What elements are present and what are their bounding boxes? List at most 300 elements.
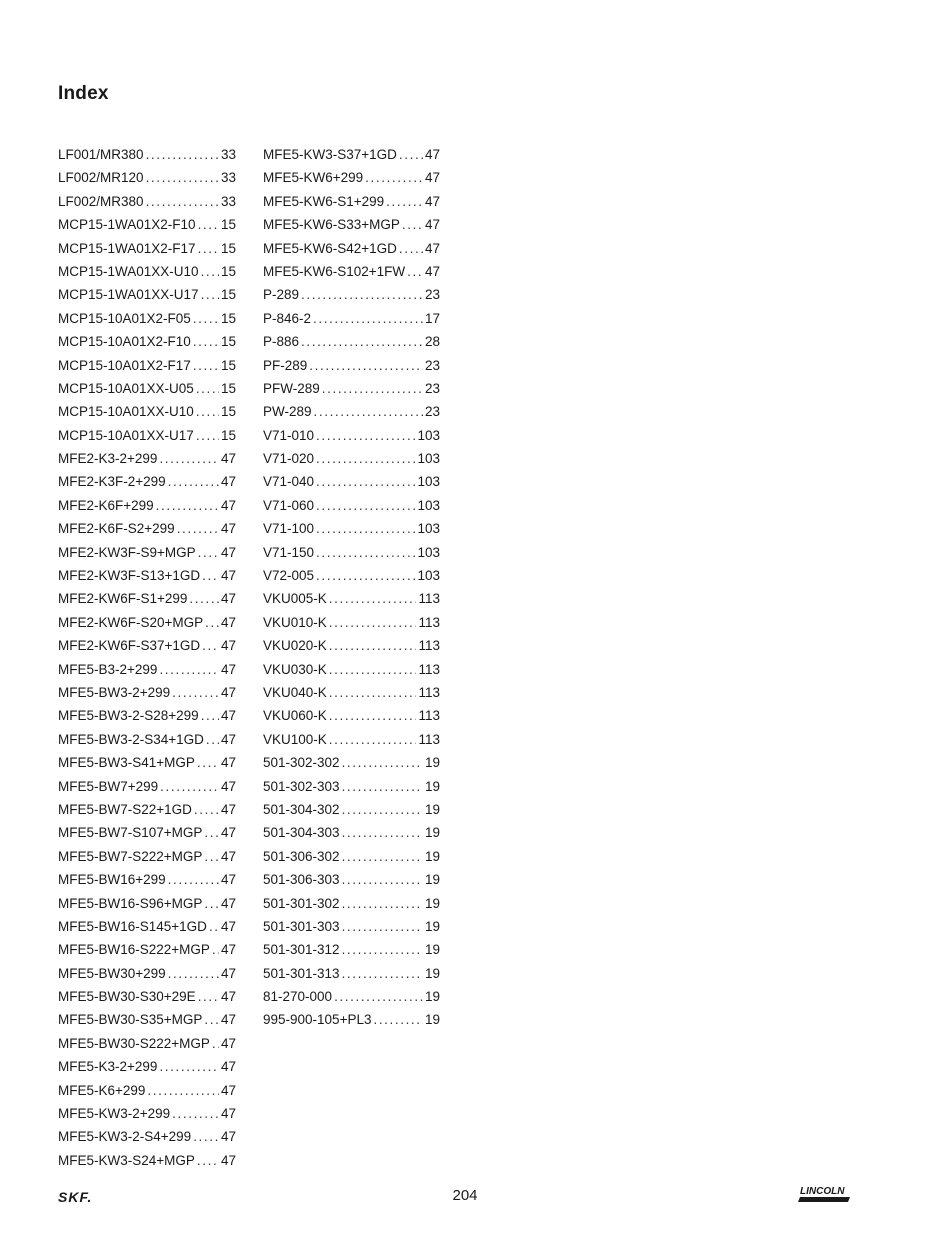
index-entry — [263, 283, 440, 306]
entry-code: MFE5-KW6-S1+299 — [263, 193, 385, 209]
index-entry — [58, 704, 236, 727]
entry-code: P-846-2 — [263, 310, 312, 326]
entry-code: MFE5-BW16-S96+MGP — [58, 895, 203, 911]
entry-code: MFE5-KW6-S33+MGP — [263, 217, 400, 233]
leader-dots — [193, 1125, 219, 1148]
entry-page: 19 — [424, 801, 440, 817]
entry-code: MFE5-BW16-S145+1GD — [58, 918, 207, 934]
index-entry — [263, 424, 440, 447]
index-entry — [58, 424, 236, 447]
page-number: 204 — [452, 1187, 478, 1204]
leader-dots — [407, 260, 423, 283]
leader-dots — [196, 424, 219, 447]
entry-page: 113 — [418, 614, 440, 630]
entry-page: 47 — [424, 240, 440, 256]
index-entry — [263, 587, 440, 610]
leader-dots — [301, 330, 423, 353]
leader-dots — [198, 237, 219, 260]
leader-dots — [313, 307, 423, 330]
index-entry — [58, 354, 236, 377]
entry-code: MFE5-BW7-S222+MGP — [58, 848, 203, 864]
entry-code: VKU020-K — [263, 638, 327, 654]
entry-page: 33 — [220, 147, 236, 162]
entry-page: 113 — [418, 684, 440, 700]
index-entry — [58, 1149, 236, 1172]
leader-dots — [322, 377, 423, 400]
entry-code: MFE5-BW16+299 — [58, 872, 166, 888]
leader-dots — [168, 962, 219, 985]
leader-dots — [309, 354, 423, 377]
entry-page: 103 — [417, 451, 440, 467]
index-entry — [58, 213, 236, 236]
leader-dots — [201, 260, 219, 283]
leader-dots — [159, 658, 219, 681]
leader-dots — [172, 681, 219, 704]
index-entry — [263, 330, 440, 353]
leader-dots — [373, 1008, 423, 1031]
leader-dots — [314, 400, 423, 423]
index-entry — [263, 307, 440, 330]
index-entry — [58, 915, 236, 938]
entry-page: 15 — [220, 310, 236, 326]
index-entry — [58, 190, 236, 213]
entry-page: 23 — [424, 380, 440, 396]
entry-page: 47 — [220, 568, 236, 584]
entry-page: 47 — [220, 1059, 236, 1075]
index-entry — [263, 704, 440, 727]
leader-dots — [196, 377, 219, 400]
entry-page: 47 — [220, 521, 236, 537]
index-entry — [58, 1125, 236, 1148]
entry-code: LF002/MR380 — [58, 193, 144, 209]
entry-code: MCP15-1WA01XX-U10 — [58, 263, 199, 279]
entry-page: 47 — [220, 474, 236, 490]
index-entry — [58, 658, 236, 681]
index-entry — [263, 541, 440, 564]
leader-dots — [198, 541, 219, 564]
leader-dots — [334, 985, 423, 1008]
entry-page: 15 — [220, 240, 236, 256]
leader-dots — [329, 704, 417, 727]
entry-page: 47 — [424, 263, 440, 279]
entry-page: 17 — [424, 310, 440, 326]
leader-dots — [342, 821, 423, 844]
leader-dots — [342, 892, 423, 915]
index-entry — [58, 798, 236, 821]
index-entry — [58, 143, 236, 166]
entry-page: 15 — [220, 217, 236, 233]
leader-dots — [399, 237, 423, 260]
entry-page: 33 — [220, 170, 236, 186]
entry-code: MFE5-B3-2+299 — [58, 661, 158, 677]
index-entry — [58, 283, 236, 306]
leader-dots — [172, 1102, 219, 1125]
entry-code: LF001/MR380 — [58, 147, 144, 162]
index-entry — [58, 494, 236, 517]
lincoln-logo-text: LINCOLN — [800, 1186, 845, 1197]
entry-code: MFE5-KW6-S42+1GD — [263, 240, 397, 256]
entry-code: 501-304-303 — [263, 825, 340, 841]
entry-page: 47 — [220, 684, 236, 700]
leader-dots — [316, 564, 415, 587]
index-entry — [263, 775, 440, 798]
entry-code: VKU100-K — [263, 731, 327, 747]
entry-page: 15 — [220, 287, 236, 303]
leader-dots — [212, 938, 219, 961]
entry-code: V71-100 — [263, 521, 315, 537]
entry-code: MFE5-KW3-S37+1GD — [263, 147, 397, 162]
entry-code: MFE5-BW7-S107+MGP — [58, 825, 203, 841]
entry-code: P-886 — [263, 334, 300, 350]
leader-dots — [159, 1055, 219, 1078]
entry-code: MFE5-BW7+299 — [58, 778, 159, 794]
index-entry — [58, 845, 236, 868]
entry-page: 113 — [418, 731, 440, 747]
entry-page: 113 — [418, 638, 440, 654]
entry-page: 47 — [220, 591, 236, 607]
entry-code: 501-301-303 — [263, 918, 340, 934]
index-entry — [263, 166, 440, 189]
entry-page: 15 — [220, 263, 236, 279]
leader-dots — [194, 798, 219, 821]
entry-page: 47 — [220, 872, 236, 888]
entry-code: MFE5-BW30+299 — [58, 965, 166, 981]
index-entry — [58, 611, 236, 634]
index-entry — [263, 845, 440, 868]
entry-code: V71-010 — [263, 427, 315, 443]
lincoln-logo — [798, 1184, 852, 1204]
entry-code: MFE5-BW3-S41+MGP — [58, 755, 195, 771]
entry-page: 47 — [424, 217, 440, 233]
entry-page: 23 — [424, 357, 440, 373]
entry-page: 19 — [424, 825, 440, 841]
entry-page: 103 — [417, 497, 440, 513]
entry-code: MFE5-K3-2+299 — [58, 1059, 158, 1075]
entry-code: V72-005 — [263, 568, 315, 584]
leader-dots — [202, 564, 219, 587]
entry-code: 501-304-302 — [263, 801, 340, 817]
entry-code: MFE2-K6F+299 — [58, 497, 154, 513]
entry-page: 19 — [424, 965, 440, 981]
index-entry — [263, 962, 440, 985]
entry-page: 19 — [424, 778, 440, 794]
entry-page: 47 — [220, 661, 236, 677]
entry-code: 501-301-302 — [263, 895, 340, 911]
entry-code: LF002/MR120 — [58, 170, 144, 186]
leader-dots — [329, 658, 417, 681]
entry-code: 501-301-313 — [263, 965, 340, 981]
index-entry — [58, 260, 236, 283]
index-entry — [263, 985, 440, 1008]
index-entry — [58, 237, 236, 260]
entry-code: MFE5-BW3-2-S34+1GD — [58, 731, 204, 747]
index-entry — [263, 634, 440, 657]
leader-dots — [146, 143, 219, 166]
entry-page: 47 — [220, 895, 236, 911]
index-entry — [58, 892, 236, 915]
entry-page: 47 — [220, 1012, 236, 1028]
entry-code: MFE2-K3-2+299 — [58, 451, 158, 467]
entry-page: 47 — [220, 1129, 236, 1145]
leader-dots — [386, 190, 423, 213]
index-entry — [58, 447, 236, 470]
entry-page: 23 — [424, 404, 440, 420]
entry-code: PF-289 — [263, 357, 308, 373]
leader-dots — [209, 915, 219, 938]
entry-page: 47 — [220, 497, 236, 513]
index-entry — [58, 377, 236, 400]
leader-dots — [316, 541, 415, 564]
index-entry — [58, 751, 236, 774]
index-entry — [263, 354, 440, 377]
entry-code: MFE2-KW6F-S20+MGP — [58, 614, 204, 630]
entry-page: 15 — [220, 334, 236, 350]
leader-dots — [204, 821, 219, 844]
leader-dots — [146, 166, 219, 189]
entry-page: 103 — [417, 521, 440, 537]
entry-code: 501-306-302 — [263, 848, 340, 864]
leader-dots — [342, 775, 423, 798]
entry-page: 19 — [424, 942, 440, 958]
leader-dots — [301, 283, 423, 306]
entry-code: PFW-289 — [263, 380, 320, 396]
entry-code: MFE2-K6F-S2+299 — [58, 521, 175, 537]
entry-code: MFE5-KW3-2-S4+299 — [58, 1129, 192, 1145]
index-entry — [263, 494, 440, 517]
entry-code: MFE2-KW3F-S9+MGP — [58, 544, 196, 560]
entry-page: 47 — [220, 731, 236, 747]
entry-page: 19 — [424, 918, 440, 934]
leader-dots — [205, 611, 219, 634]
entry-code: VKU005-K — [263, 591, 327, 607]
entry-page: 47 — [220, 708, 236, 724]
index-entry — [263, 400, 440, 423]
leader-dots — [316, 517, 415, 540]
index-entry — [58, 962, 236, 985]
entry-page: 47 — [220, 1082, 236, 1098]
entry-page: 47 — [220, 801, 236, 817]
leader-dots — [329, 634, 417, 657]
leader-dots — [197, 1149, 219, 1172]
entry-code: MFE5-BW30-S35+MGP — [58, 1012, 203, 1028]
leader-dots — [168, 868, 219, 891]
entry-code: V71-150 — [263, 544, 315, 560]
entry-page: 47 — [220, 778, 236, 794]
entry-page: 47 — [424, 193, 440, 209]
entry-page: 15 — [220, 404, 236, 420]
entry-code: V71-060 — [263, 497, 315, 513]
index-entry — [263, 143, 440, 166]
entry-page: 103 — [417, 474, 440, 490]
entry-page: 47 — [220, 1152, 236, 1168]
entry-page: 47 — [220, 848, 236, 864]
entry-page: 47 — [220, 451, 236, 467]
leader-dots — [204, 845, 219, 868]
entry-page: 47 — [220, 755, 236, 771]
page-title: Index — [58, 82, 109, 104]
entry-code: MCP15-10A01XX-U10 — [58, 404, 194, 420]
leader-dots — [197, 751, 219, 774]
index-entry — [58, 985, 236, 1008]
entry-code: MFE5-KW6+299 — [263, 170, 364, 186]
leader-dots — [160, 775, 219, 798]
entry-code: VKU030-K — [263, 661, 327, 677]
entry-code: MFE5-KW6-S102+1FW — [263, 263, 406, 279]
entry-code: MCP15-1WA01X2-F10 — [58, 217, 196, 233]
entry-page: 47 — [220, 989, 236, 1005]
leader-dots — [342, 751, 423, 774]
index-entry — [263, 751, 440, 774]
entry-code: MFE5-K6+299 — [58, 1082, 146, 1098]
index-entry — [263, 728, 440, 751]
index-entry — [263, 681, 440, 704]
leader-dots — [399, 143, 423, 166]
entry-code: MFE2-KW3F-S13+1GD — [58, 568, 201, 584]
index-entry — [58, 564, 236, 587]
entry-code: 501-301-312 — [263, 942, 340, 958]
entry-code: MCP15-10A01X2-F05 — [58, 310, 191, 326]
entry-code: 501-302-303 — [263, 778, 340, 794]
index-entry — [58, 728, 236, 751]
entry-code: MFE2-KW6F-S1+299 — [58, 591, 188, 607]
entry-page: 19 — [424, 895, 440, 911]
entry-code: MFE5-BW7-S22+1GD — [58, 801, 192, 817]
leader-dots — [342, 915, 423, 938]
leader-dots — [198, 213, 219, 236]
entry-code: MFE5-BW3-2+299 — [58, 684, 171, 700]
entry-page: 19 — [424, 1012, 440, 1028]
entry-code: MCP15-1WA01XX-U17 — [58, 287, 199, 303]
index-column-left — [58, 143, 236, 1172]
entry-page: 47 — [220, 614, 236, 630]
leader-dots — [147, 1079, 219, 1102]
entry-code: 501-306-303 — [263, 872, 340, 888]
entry-code: MCP15-10A01X2-F17 — [58, 357, 191, 373]
entry-page: 15 — [220, 427, 236, 443]
entry-page: 47 — [220, 965, 236, 981]
index-entry — [263, 892, 440, 915]
leader-dots — [206, 728, 219, 751]
entry-code: V71-040 — [263, 474, 315, 490]
leader-dots — [204, 1008, 219, 1031]
leader-dots — [342, 798, 423, 821]
skf-logo-text: SKF. — [58, 1190, 93, 1204]
entry-code: VKU060-K — [263, 708, 327, 724]
index-entry — [263, 447, 440, 470]
index-entry — [58, 517, 236, 540]
index-entry — [58, 681, 236, 704]
entry-code: VKU010-K — [263, 614, 327, 630]
leader-dots — [316, 447, 415, 470]
entry-page: 103 — [417, 544, 440, 560]
index-entry — [263, 190, 440, 213]
index-entry — [263, 821, 440, 844]
entry-page: 19 — [424, 872, 440, 888]
entry-page: 47 — [220, 942, 236, 958]
entry-page: 33 — [220, 193, 236, 209]
index-entry — [58, 1079, 236, 1102]
index-entry — [263, 611, 440, 634]
entry-code: MCP15-10A01X2-F10 — [58, 334, 191, 350]
entry-code: MFE5-BW16-S222+MGP — [58, 942, 210, 958]
index-entry — [58, 1055, 236, 1078]
index-entry — [58, 166, 236, 189]
entry-code: MFE5-BW30-S30+29E — [58, 989, 196, 1005]
entry-page: 47 — [424, 147, 440, 162]
entry-page: 47 — [220, 825, 236, 841]
entry-page: 23 — [424, 287, 440, 303]
entry-page: 19 — [424, 755, 440, 771]
entry-code: 995-900-105+PL3 — [263, 1012, 372, 1028]
leader-dots — [193, 330, 219, 353]
index-entry — [58, 1102, 236, 1125]
entry-code: MCP15-10A01XX-U05 — [58, 380, 194, 396]
leader-dots — [201, 704, 219, 727]
leader-dots — [196, 400, 219, 423]
leader-dots — [365, 166, 423, 189]
entry-code: VKU040-K — [263, 684, 327, 700]
entry-page: 15 — [220, 380, 236, 396]
leader-dots — [198, 985, 219, 1008]
leader-dots — [342, 938, 423, 961]
index-entry — [263, 213, 440, 236]
lincoln-logo-bar — [798, 1197, 850, 1202]
index-entry — [263, 938, 440, 961]
leader-dots — [329, 611, 417, 634]
leader-dots — [342, 962, 423, 985]
entry-page: 103 — [417, 568, 440, 584]
entry-code: 501-302-302 — [263, 755, 340, 771]
entry-page: 19 — [424, 848, 440, 864]
index-entry — [58, 1032, 236, 1055]
index-entry — [263, 377, 440, 400]
index-entry — [58, 470, 236, 493]
leader-dots — [329, 681, 417, 704]
index-entry — [58, 307, 236, 330]
index-entry — [58, 634, 236, 657]
index-entry — [58, 1008, 236, 1031]
leader-dots — [329, 587, 417, 610]
entry-code: MFE2-K3F-2+299 — [58, 474, 166, 490]
entry-code: 81-270-000 — [263, 989, 333, 1005]
leader-dots — [316, 424, 415, 447]
entry-code: MFE5-BW3-2-S28+299 — [58, 708, 199, 724]
leader-dots — [316, 470, 415, 493]
entry-code: MCP15-1WA01X2-F17 — [58, 240, 196, 256]
entry-page: 47 — [424, 170, 440, 186]
index-entry — [263, 237, 440, 260]
index-entry — [263, 798, 440, 821]
leader-dots — [202, 634, 219, 657]
entry-page: 113 — [418, 661, 440, 677]
entry-code: PW-289 — [263, 404, 312, 420]
entry-page: 28 — [424, 334, 440, 350]
index-entry — [58, 821, 236, 844]
index-entry — [58, 541, 236, 564]
leader-dots — [168, 470, 219, 493]
leader-dots — [316, 494, 415, 517]
index-entry — [58, 400, 236, 423]
entry-code: MFE2-KW6F-S37+1GD — [58, 638, 201, 654]
leader-dots — [342, 868, 423, 891]
entry-page: 47 — [220, 544, 236, 560]
leader-dots — [193, 307, 219, 330]
entry-page: 47 — [220, 918, 236, 934]
leader-dots — [146, 190, 219, 213]
index-entry — [263, 1008, 440, 1031]
index-entry — [263, 915, 440, 938]
entry-code: MCP15-10A01XX-U17 — [58, 427, 194, 443]
